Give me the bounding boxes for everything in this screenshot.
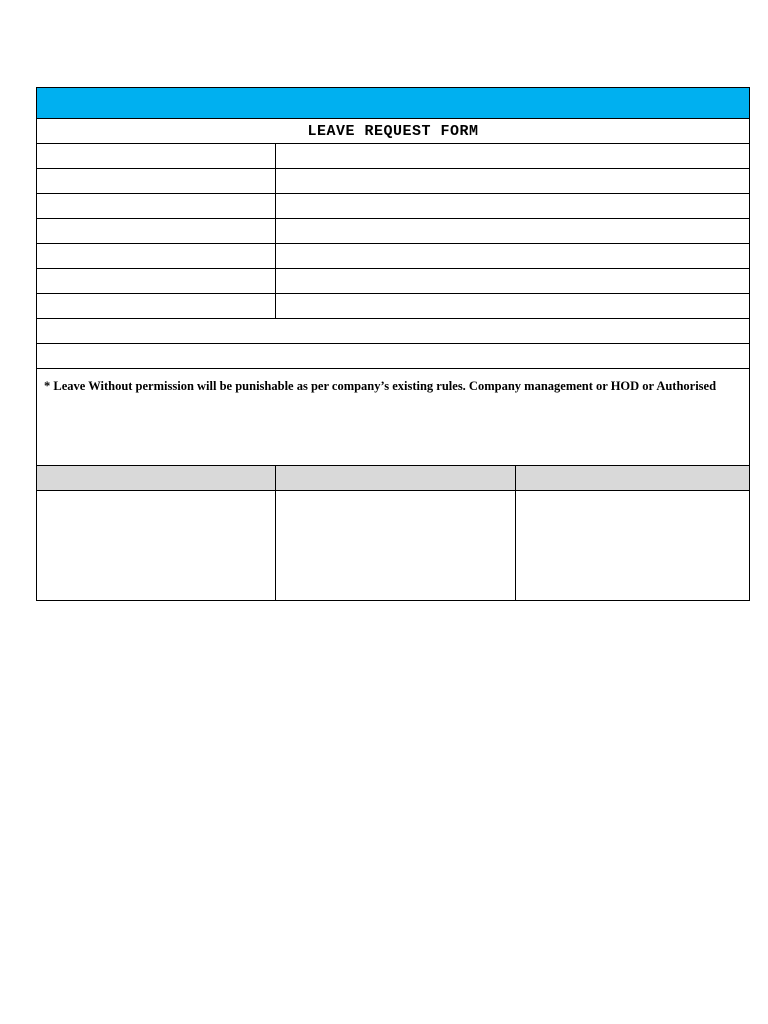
full-width-row xyxy=(37,344,750,369)
banner-row xyxy=(37,88,750,119)
full-width-row xyxy=(37,319,750,344)
field-value-cell[interactable] xyxy=(276,269,750,294)
signature-header-cell xyxy=(276,466,516,491)
full-width-cell[interactable] xyxy=(37,319,750,344)
form-title: LEAVE REQUEST FORM xyxy=(37,119,750,144)
leave-request-form xyxy=(36,87,750,601)
field-row xyxy=(37,194,750,219)
field-label-cell xyxy=(37,144,276,169)
field-row xyxy=(37,219,750,244)
field-label-cell xyxy=(37,269,276,294)
field-label-cell xyxy=(37,219,276,244)
field-label-cell xyxy=(37,244,276,269)
full-width-cell[interactable] xyxy=(37,344,750,369)
field-label-cell xyxy=(37,294,276,319)
field-label-cell xyxy=(37,194,276,219)
field-value-cell[interactable] xyxy=(276,144,750,169)
field-row xyxy=(37,269,750,294)
notice-row xyxy=(37,369,750,466)
field-value-cell[interactable] xyxy=(276,169,750,194)
signature-header-cell xyxy=(37,466,276,491)
field-value-cell[interactable] xyxy=(276,219,750,244)
signature-header-cell xyxy=(516,466,750,491)
field-row xyxy=(37,144,750,169)
signature-header-row xyxy=(37,466,750,491)
signature-row xyxy=(37,491,750,601)
header-banner xyxy=(37,88,750,119)
signature-cell[interactable] xyxy=(516,491,750,601)
field-row xyxy=(37,294,750,319)
field-row xyxy=(37,244,750,269)
signature-cell[interactable] xyxy=(37,491,276,601)
signature-cell[interactable] xyxy=(276,491,516,601)
field-value-cell[interactable] xyxy=(276,244,750,269)
field-value-cell[interactable] xyxy=(276,194,750,219)
title-row xyxy=(37,119,750,144)
field-value-cell[interactable] xyxy=(276,294,750,319)
field-label-cell xyxy=(37,169,276,194)
leave-notice-text: * Leave Without permission will be punishable as per company’s existing rules. Company management or HOD or Authorised xyxy=(37,369,750,466)
field-row xyxy=(37,169,750,194)
